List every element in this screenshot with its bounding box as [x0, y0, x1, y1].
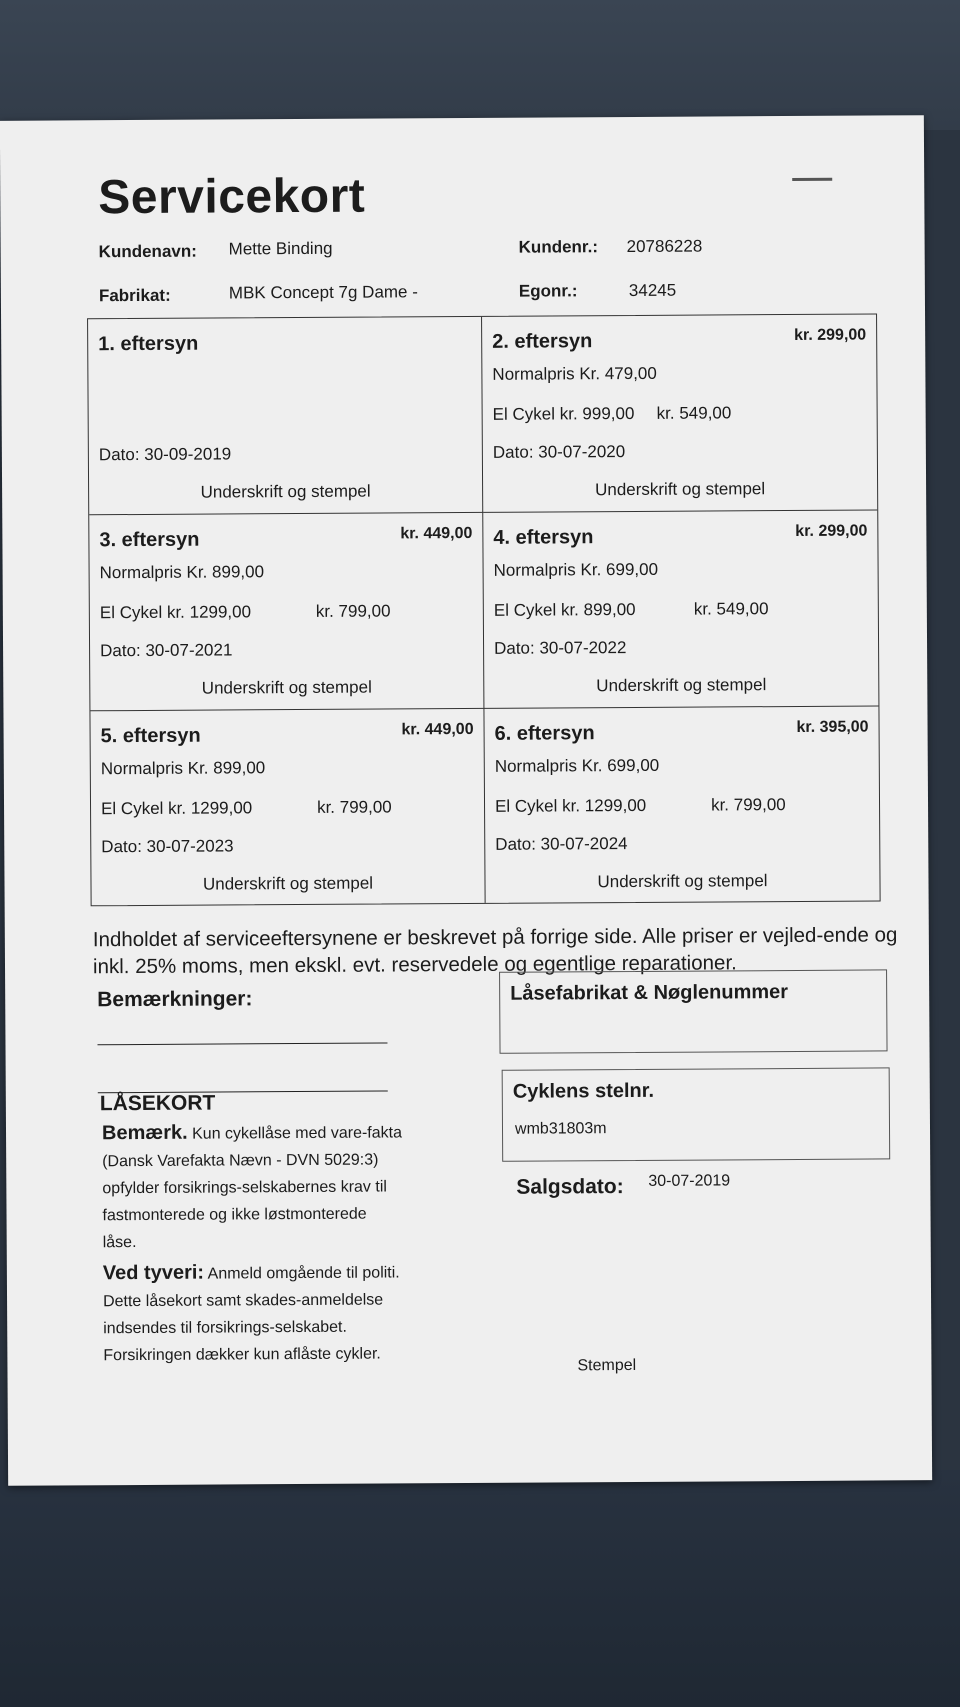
theft-paragraph: [103, 1258, 404, 1369]
inspection-title: 4. eftersyn: [493, 526, 594, 549]
sale-date-value: 30-07-2019: [648, 1172, 731, 1190]
pen-mark: [792, 178, 832, 181]
inspection-title: 1. eftersyn: [98, 332, 199, 356]
inspection-price: kr. 299,00: [794, 326, 867, 344]
ebike-discount-price: kr. 799,00: [710, 795, 786, 815]
background-top: [0, 0, 960, 130]
inspection-date: Dato: 30-07-2024: [495, 834, 628, 854]
customer-number: 20786228: [626, 236, 703, 257]
ebike-price: El Cykel kr. 1299,00: [494, 795, 647, 816]
stamp-label: Stempel: [577, 1356, 637, 1375]
lock-note-paragraph: [102, 1118, 403, 1256]
signature-label: Underskrift og stempel: [596, 675, 767, 696]
inspection-price: kr. 395,00: [796, 718, 869, 736]
signature-label: Underskrift og stempel: [200, 481, 371, 502]
inspection-date: Dato: 30-07-2020: [492, 442, 626, 462]
normal-price: Normalpris Kr. 479,00: [492, 363, 657, 384]
frame-number-box: [502, 1067, 891, 1161]
inspection-cell-1: [88, 317, 483, 515]
lock-info-box: [499, 969, 887, 1053]
theft-label: Ved tyveri:: [102, 1261, 205, 1285]
ebike-discount-price: kr. 799,00: [316, 797, 392, 817]
remarks-line-1: [97, 1042, 387, 1045]
inspection-price: kr. 449,00: [400, 524, 473, 543]
ebike-discount-price: kr. 549,00: [693, 599, 769, 619]
inspection-date: Dato: 30-07-2022: [494, 638, 627, 658]
lock-info-label: Låsefabrikat & Nøglenummer: [510, 981, 789, 1005]
sale-date-label: Salgsdato:: [516, 1175, 624, 1199]
lock-card-title: LÅSEKORT: [99, 1091, 216, 1116]
frame-number-value: wmb31803m: [514, 1120, 607, 1138]
customer-name-label: Kundenavn:: [98, 241, 197, 262]
remarks-label: Bemærkninger:: [97, 987, 253, 1012]
inspection-date: Dato: 30-07-2021: [100, 640, 233, 661]
background-bottom: [0, 1470, 960, 1707]
customer-name: Mette Binding: [228, 238, 333, 259]
inspection-cell-4: [483, 510, 878, 708]
inspection-price: kr. 299,00: [795, 522, 868, 540]
inspection-cell-2: [482, 314, 877, 512]
ebike-discount-price: kr. 549,00: [656, 403, 732, 423]
ebike-price: El Cykel kr. 1299,00: [99, 602, 252, 623]
normal-price: Normalpris Kr. 699,00: [494, 755, 660, 776]
inspection-cell-6: [484, 706, 879, 902]
page-title: Servicekort: [98, 169, 366, 225]
signature-label: Underskrift og stempel: [201, 677, 372, 698]
frame-number-label: Cyklens stelnr.: [512, 1079, 655, 1103]
inspection-cell-5: [90, 709, 485, 905]
inspection-price: kr. 449,00: [401, 720, 474, 739]
inspection-date: Dato: 30-07-2023: [101, 836, 234, 857]
signature-label: Underskrift og stempel: [594, 479, 766, 500]
normal-price: Normalpris Kr. 699,00: [493, 559, 659, 580]
make-label: Fabrikat:: [98, 285, 171, 306]
own-number-label: Egonr.:: [518, 281, 578, 301]
inspection-title: 3. eftersyn: [99, 528, 200, 552]
signature-label: Underskrift og stempel: [597, 871, 768, 892]
normal-price: Normalpris Kr. 899,00: [99, 562, 265, 583]
own-number: 34245: [628, 280, 677, 300]
inspection-grid: [87, 313, 881, 906]
inspection-cell-3: [89, 513, 484, 711]
price-info-text: Indholdet af serviceeftersynene er beskrevet på forrige side. Alle priser er vejled-ende og inkl. 25% moms, men ekskl. evt. reservedele og egentlige reparationer.: [92, 923, 898, 979]
inspection-date: Dato: 30-09-2019: [98, 444, 232, 465]
ebike-price: El Cykel kr. 999,00: [492, 403, 635, 424]
lock-note-text: Kun cykellåse med vare-fakta (Dansk Varefakta Nævn - DVN 5029:3) opfylder forsikrings-selskabernes krav til fastmonterede og ikke løstmonterede låse.: [102, 1124, 403, 1252]
theft-text: Anmeld omgående til politi. Dette låsekort samt skades-anmeldelse indsendes til forsikrings-selskabet. Forsikringen dækker kun aflåste cykler.: [103, 1264, 400, 1365]
signature-label: Underskrift og stempel: [202, 873, 374, 894]
service-card-page: [0, 115, 932, 1486]
ebike-price: El Cykel kr. 1299,00: [100, 798, 253, 819]
normal-price: Normalpris Kr. 899,00: [100, 758, 266, 779]
ebike-discount-price: kr. 799,00: [315, 601, 391, 621]
inspection-title: 2. eftersyn: [492, 330, 593, 353]
inspection-title: 6. eftersyn: [494, 722, 595, 745]
make-value: MBK Concept 7g Dame -: [228, 282, 418, 303]
inspection-title: 5. eftersyn: [100, 724, 201, 748]
ebike-price: El Cykel kr. 899,00: [493, 599, 636, 620]
lock-note-label: Bemærk.: [101, 1121, 188, 1145]
customer-number-label: Kundenr.:: [518, 237, 599, 257]
